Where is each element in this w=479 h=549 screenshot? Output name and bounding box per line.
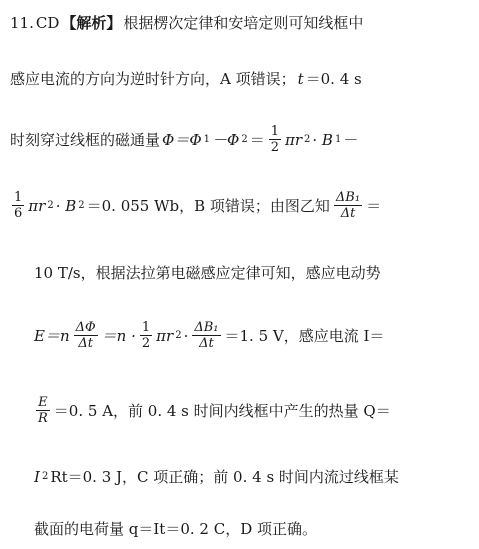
fraction: [12, 190, 24, 221]
line-9: [34, 518, 317, 539]
fraction: [74, 320, 98, 351]
text: ＝1. 5 V，感应电流 I＝: [224, 327, 385, 345]
text: · B: [312, 130, 333, 149]
text: ＝0. 4 s: [305, 70, 362, 88]
denominator: Δt: [199, 336, 214, 351]
text: πr: [28, 196, 46, 215]
denominator: 6: [14, 206, 23, 221]
superscript: 2: [304, 134, 311, 145]
text: 感应电流的方向为逆时针方向，A 项错误；: [10, 70, 296, 88]
denominator: R: [38, 411, 48, 426]
numerator: 1: [14, 190, 23, 205]
text: 截面的电荷量 q＝It＝0. 2 C，D 项正确。: [34, 520, 317, 538]
text: －Φ: [212, 131, 240, 149]
answer: CD: [35, 13, 60, 32]
superscript: 2: [175, 330, 182, 341]
line-6: [34, 320, 384, 351]
denominator: 2: [270, 140, 279, 155]
text: πr: [156, 326, 174, 345]
text: · B: [55, 196, 77, 215]
text: －: [343, 131, 359, 149]
question-number: 11.: [10, 13, 34, 32]
text: ·: [183, 326, 189, 345]
subscript: 1: [203, 134, 210, 145]
text: t: [297, 69, 304, 88]
line-1: [10, 12, 363, 33]
numerator: 1: [270, 124, 279, 139]
numerator: E: [38, 395, 48, 410]
subscript: 1: [334, 134, 342, 145]
denominator: 2: [141, 336, 151, 351]
denominator: Δt: [340, 206, 356, 221]
text: ＝: [249, 131, 265, 149]
text: Φ＝Φ: [162, 131, 202, 149]
superscript: 2: [41, 471, 49, 482]
numerator: 1: [141, 320, 151, 335]
fraction: [140, 320, 152, 351]
numerator: ΔB₁: [194, 320, 219, 335]
text: πr: [284, 130, 303, 149]
fraction: [269, 124, 281, 155]
line-2: [10, 68, 362, 89]
text: 10 T/s，根据法拉第电磁感应定律可知，感应电动势: [34, 264, 381, 282]
subscript: 2: [241, 134, 248, 145]
text: 时刻穿过线框的磁通量: [10, 131, 161, 149]
line-7: [34, 395, 391, 426]
text: E＝n: [34, 327, 70, 345]
fraction: [192, 320, 220, 351]
text: Rt＝0. 3 J，C 项正确；前 0. 4 s 时间内流过线框某: [50, 468, 399, 486]
analysis-tag: 【解析】: [61, 14, 122, 32]
fraction: [36, 395, 50, 426]
text: ＝0. 5 A，前 0. 4 s 时间内线框中产生的热量 Q＝: [53, 402, 391, 420]
text: ＝n ·: [101, 327, 136, 345]
denominator: Δt: [78, 336, 93, 351]
line-4: [10, 190, 381, 221]
subscript: 2: [78, 200, 85, 211]
numerator: ΔΦ: [75, 320, 96, 335]
superscript: 2: [47, 200, 54, 211]
numerator: ΔB₁: [335, 190, 361, 205]
line-3: [10, 124, 358, 155]
line-5: [34, 262, 381, 283]
text: 根据楞次定律和安培定则可知线框中: [123, 14, 364, 32]
line-8: [34, 466, 399, 487]
text: I: [34, 467, 40, 486]
fraction: [334, 190, 362, 221]
text: ＝: [366, 197, 382, 215]
text: ＝0. 055 Wb，B 项错误；由图乙知: [86, 197, 330, 215]
